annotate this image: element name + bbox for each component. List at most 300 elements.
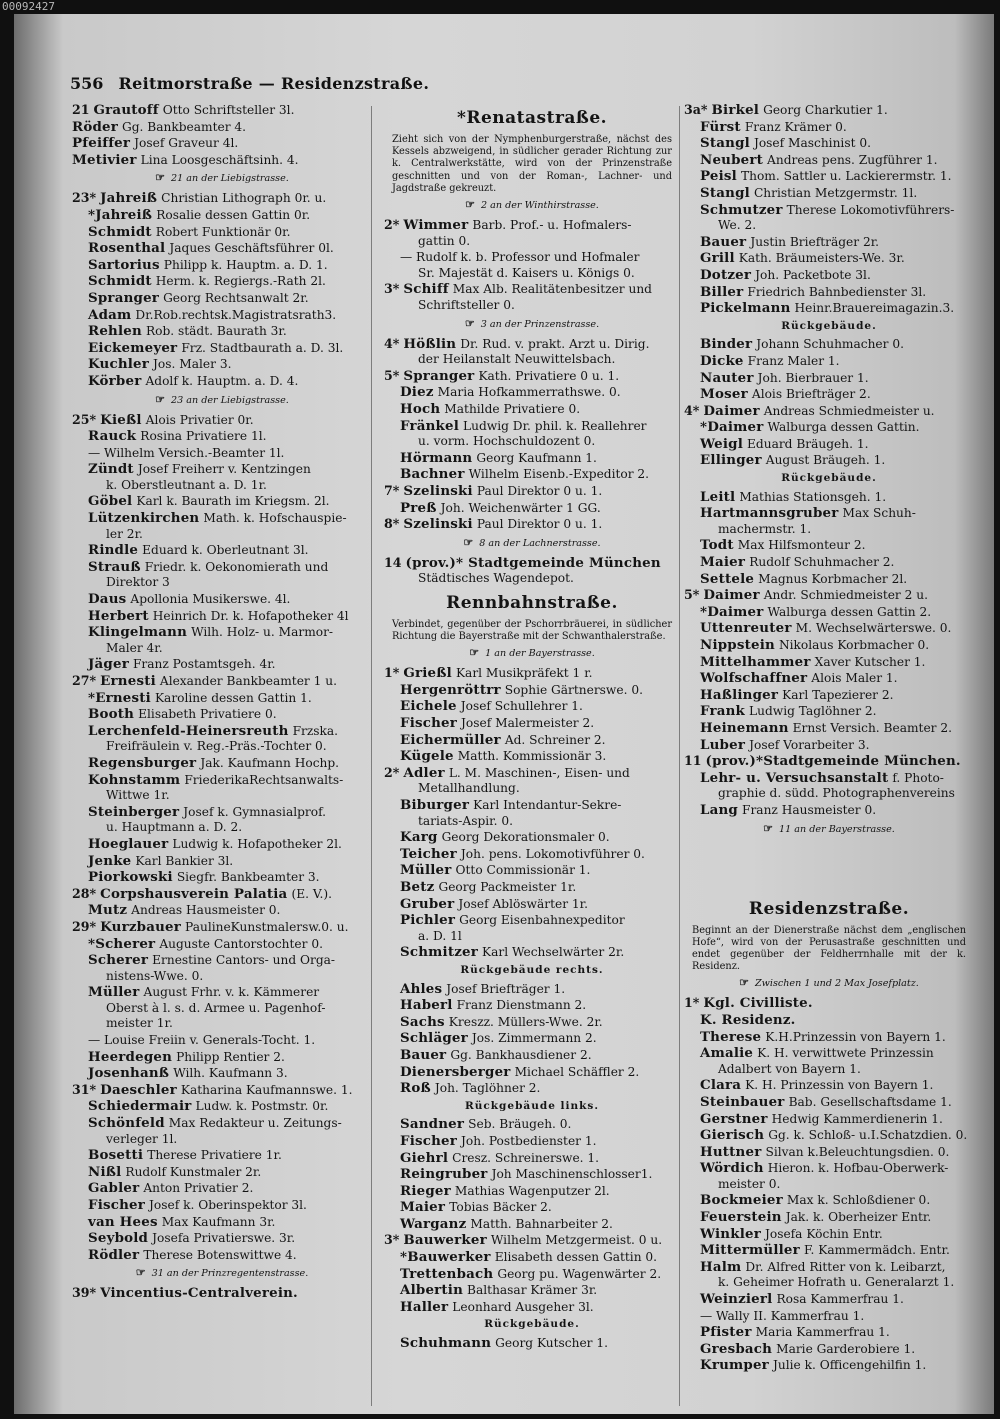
resident-details: Max k. Schloßdiener 0. <box>786 1193 931 1208</box>
resident-details: Ludwig k. Hofapotheker 2l. <box>172 836 342 851</box>
resident-details: Jak. k. Oberheizer Entr. <box>785 1210 932 1225</box>
resident-details: K.H.Prinzessin von Bayern 1. <box>765 1029 946 1044</box>
entry-continuation: Oberst à l. s. d. Armee u. Pagenhof- <box>106 1000 326 1015</box>
resident-name: Pfister <box>700 1324 752 1341</box>
resident-details: Ernestine Cantors- und Orga- <box>152 953 336 968</box>
resident-name: Schmidt <box>88 223 152 240</box>
house-number: 31* <box>72 1081 97 1097</box>
directory-entry <box>684 1127 974 1144</box>
directory-entry <box>72 886 372 903</box>
directory-entry <box>684 452 974 469</box>
resident-name: Bachner <box>400 466 465 483</box>
resident-name: Dicke <box>700 352 744 369</box>
resident-details: Josef Vorarbeiter 3. <box>749 737 870 752</box>
directory-entry <box>384 944 680 961</box>
directory-entry <box>72 936 372 953</box>
resident-details: Math. k. Hofschauspie- <box>203 511 347 526</box>
resident-details: Sophie Gärtnerswe. 0. <box>504 682 643 697</box>
note-text: 23 an der Liebigstrasse. <box>171 394 289 406</box>
directory-entry <box>384 896 680 913</box>
resident-details: Rosa Kammerfrau 1. <box>776 1292 904 1307</box>
directory-entry <box>384 1183 680 1200</box>
resident-details: Elisabeth Privatiere 0. <box>138 707 277 722</box>
directory-entry <box>384 682 680 699</box>
directory-entry <box>72 772 372 789</box>
resident-details: Alexander Bankbeamter 1 u. <box>159 674 337 688</box>
directory-entry <box>384 516 680 533</box>
directory-entry <box>384 401 680 418</box>
resident-details: Walburga dessen Gattin. <box>767 420 920 435</box>
resident-details: Magnus Korbmacher 2l. <box>758 571 908 586</box>
resident-details: Josefa Köchin Entr. <box>764 1226 883 1241</box>
resident-details: Auguste Cantorstochter 0. <box>159 936 323 951</box>
resident-name: Schuhmann <box>400 1335 492 1352</box>
entry-continuation: Schriftsteller 0. <box>418 297 515 312</box>
directory-entry <box>684 1357 974 1374</box>
directory-entry <box>684 1209 974 1226</box>
street-heading: *Renatastraße. <box>456 108 608 128</box>
resident-details: Josef Briefträger 1. <box>446 981 566 996</box>
resident-name: Fürst <box>700 118 741 135</box>
resident-name: (prov.)*Stadtgemeinde München. <box>705 753 961 770</box>
resident-name: Jäger <box>88 656 129 673</box>
resident-details: Josef Freiherr v. Kentzingen <box>137 462 311 477</box>
directory-entry <box>72 1098 372 1115</box>
resident-name: Sachs <box>400 1013 445 1030</box>
resident-details: Josefa Privatierswe. 3r. <box>152 1231 296 1246</box>
directory-entry <box>72 373 372 390</box>
resident-details: Herm. k. Regiergs.-Rath 2l. <box>155 274 326 289</box>
directory-entry <box>684 737 974 754</box>
directory-entry <box>72 461 372 478</box>
house-number: 3a* <box>684 102 708 117</box>
resident-details: Anton Privatier 2. <box>143 1181 254 1196</box>
cross-street-note <box>384 536 680 551</box>
directory-entry <box>684 1077 974 1094</box>
resident-details: Rosalie dessen Gattin 0r. <box>156 207 311 222</box>
resident-details: Otto Commissionär 1. <box>455 863 591 878</box>
entry-continuation: graphie d. südd. Photographenvereins <box>718 786 955 801</box>
resident-name: Neubert <box>700 151 764 168</box>
rear-building-heading: Rückgebäude. <box>781 319 877 332</box>
resident-name: Rosenthal <box>88 240 166 257</box>
resident-details: Philipp k. Hauptm. a. D. 1. <box>163 257 328 272</box>
resident-details: Heinrich Dr. k. Hofapotheker 4l <box>152 608 349 623</box>
resident-details: K. H. Prinzessin von Bayern 1. <box>745 1078 934 1093</box>
resident-details: Max Redakteur u. Zeitungs- <box>168 1116 342 1131</box>
entry-continuation: der Heilanstalt Neuwittelsbach. <box>418 352 616 367</box>
directory-entry <box>72 755 372 772</box>
house-number: 3* <box>384 281 400 297</box>
resident-details: Maria Hofkammerrathswe. 0. <box>437 385 621 400</box>
resident-details: Friedr. k. Oekonomierath und <box>144 559 329 574</box>
directory-entry <box>684 1341 974 1358</box>
resident-name: Haßlinger <box>700 686 779 703</box>
directory-entry <box>684 168 974 185</box>
directory-entry <box>684 436 974 453</box>
resident-details: Paul Direktor 0 u. 1. <box>476 483 603 498</box>
resident-name: Gerstner <box>700 1110 768 1127</box>
resident-name: Ernesti <box>100 673 156 689</box>
resident-details: Matth. Bahnarbeiter 2. <box>470 1216 613 1231</box>
resident-details: Justin Briefträger 2r. <box>750 234 880 249</box>
directory-entry <box>684 135 974 152</box>
resident-details: Josef Schullehrer 1. <box>460 699 583 714</box>
directory-entry <box>72 1049 372 1066</box>
rear-building-heading: Rückgebäude links. <box>465 1099 599 1112</box>
resident-name: Strauß <box>88 558 141 575</box>
resident-details: Jos. Maler 3. <box>153 357 232 372</box>
resident-details: Adolf k. Hauptm. a. D. 4. <box>145 373 299 388</box>
resident-details: Walburga dessen Gattin 2. <box>767 604 932 619</box>
resident-details: Eduard k. Oberleutnant 3l. <box>142 543 309 558</box>
note-text: 31 an der Prinzregentenstrasse. <box>151 1268 309 1280</box>
resident-name: Müller <box>88 984 140 1001</box>
directory-entry <box>384 249 680 266</box>
resident-details: Therese Botenswittwe 4. <box>143 1247 297 1262</box>
directory-entry <box>684 370 974 387</box>
street-description: Beginnt an der Dienerstraße nächst dem „englischen Hofe“, wird von der Perusastraße geschnitten und endet gegenüber der Feldherrnhalle mit der k. Residenz. <box>692 924 966 973</box>
directory-entry <box>684 119 974 136</box>
resident-details: Franz Krämer 0. <box>744 119 847 134</box>
entry-continuation: u. Hauptmann a. D. 2. <box>106 820 243 835</box>
resident-name: Kügele <box>400 748 454 765</box>
directory-entry <box>72 510 372 527</box>
resident-details: Joh. Bierbrauer 1. <box>757 370 869 385</box>
directory-entry <box>384 1199 680 1216</box>
resident-details: Hedwig Kammerdienerin 1. <box>771 1111 943 1126</box>
resident-name: Eichele <box>400 698 457 715</box>
directory-entry <box>684 489 974 506</box>
resident-name: Göbel <box>88 493 133 510</box>
directory-entry <box>384 1216 680 1233</box>
directory-entry <box>684 419 974 436</box>
resident-details: Josef k. Gymnasialprof. <box>183 804 327 819</box>
page-number: 556 <box>70 74 104 93</box>
note-text: 2 an der Winthirstrasse. <box>481 200 599 212</box>
resident-name: Zündt <box>88 461 134 478</box>
directory-entry <box>72 706 372 723</box>
resident-details: PaulineKunstmalersw.0. u. <box>185 919 349 934</box>
resident-name: Mittermüller <box>700 1242 800 1259</box>
resident-name: Huttner <box>700 1143 762 1160</box>
directory-entry <box>72 1147 372 1164</box>
resident-name: Booth <box>88 706 135 723</box>
directory-entry <box>684 202 974 219</box>
house-number: 8* <box>384 516 400 532</box>
cross-street-note <box>384 646 680 661</box>
directory-entry <box>72 559 372 576</box>
resident-name: Haberl <box>400 997 453 1014</box>
resident-name: Haller <box>400 1298 449 1315</box>
resident-name: Birkel <box>711 102 760 118</box>
directory-entry <box>684 604 974 621</box>
resident-name: van Hees <box>88 1213 158 1230</box>
resident-details: Georg Eisenbahnexpeditor <box>459 913 625 928</box>
resident-name: Grautoff <box>93 102 159 118</box>
house-number: 25* <box>72 411 97 427</box>
resident-name: Lerchenfeld-Heinersreuth <box>88 722 289 739</box>
directory-entry <box>684 554 974 571</box>
resident-details: Franz Hausmeister 0. <box>742 802 877 817</box>
resident-details: Marie Garderobiere 1. <box>776 1341 916 1356</box>
directory-page <box>14 14 994 1414</box>
resident-name: Maier <box>400 1199 446 1216</box>
directory-entry <box>72 493 372 510</box>
resident-details: Josef Maschinist 0. <box>753 136 871 151</box>
resident-name: Reingruber <box>400 1166 488 1183</box>
rear-building-heading: Rückgebäude. <box>484 1318 580 1331</box>
directory-entry <box>684 300 974 317</box>
resident-details: Seb. Bräugeh. 0. <box>468 1117 572 1132</box>
directory-entry <box>72 1082 372 1099</box>
cross-street-note <box>72 1266 372 1281</box>
directory-entry <box>684 505 974 522</box>
resident-details: Franz Postamtsgeh. 4r. <box>132 657 276 672</box>
directory-entry <box>72 591 372 608</box>
resident-details: — Rudolf k. b. Professor und Hofmaler <box>400 250 640 265</box>
directory-entry <box>684 770 974 787</box>
resident-name: Vincentius-Centralverein. <box>100 1285 298 1302</box>
resident-details: Kreszz. Müllers-Wwe. 2r. <box>448 1014 603 1029</box>
directory-entry <box>684 1045 974 1062</box>
house-number: 1* <box>684 995 700 1011</box>
resident-details: Dr. Alfred Ritter von k. Leibarzt, <box>745 1259 946 1274</box>
resident-details: F. Kammermädch. Entr. <box>803 1243 950 1258</box>
directory-entry <box>384 450 680 467</box>
directory-entry <box>72 836 372 853</box>
resident-name: Hoch <box>400 400 441 417</box>
entry-continuation: We. 2. <box>718 218 757 233</box>
entry-continuation: meister 1r. <box>106 1016 173 1031</box>
resident-details: Max Hilfsmonteur 2. <box>737 538 866 553</box>
resident-details: Julie k. Officengehilfin 1. <box>772 1358 927 1373</box>
resident-name: Wördich <box>700 1160 764 1177</box>
resident-details: Karl Wechselwärter 2r. <box>482 945 625 960</box>
resident-details: Siegfr. Bankbeamter 3. <box>176 870 320 885</box>
resident-details: Philipp Rentier 2. <box>176 1049 285 1064</box>
directory-entry <box>384 336 680 353</box>
resident-details: Karl Bankier 3l. <box>135 853 234 868</box>
resident-name: Daimer <box>703 402 760 419</box>
rear-building-heading: Rückgebäude rechts. <box>460 963 604 976</box>
directory-entry <box>684 1192 974 1209</box>
page-header <box>70 74 970 93</box>
resident-details: f. Photo- <box>892 770 944 785</box>
resident-name: Corpshausverein Palatia <box>100 885 288 902</box>
directory-entry <box>684 1012 974 1029</box>
resident-name: Pichler <box>400 912 456 929</box>
pointing-hand-icon: ☞ <box>463 535 474 549</box>
cross-street-note <box>384 198 680 213</box>
entry-continuation: u. vorm. Hochschuldozent 0. <box>418 434 596 449</box>
directory-entry <box>72 152 372 169</box>
resident-details: Alois Maler 1. <box>811 671 898 686</box>
directory-entry <box>384 555 680 572</box>
rear-building-heading: Rückgebäude. <box>781 472 877 485</box>
street-heading: Rennbahnstraße. <box>446 592 618 613</box>
directory-entry <box>72 1032 372 1049</box>
directory-entry <box>684 620 974 637</box>
resident-name: Rödler <box>88 1246 140 1263</box>
resident-name: Spranger <box>88 289 160 306</box>
resident-name: Bauer <box>700 233 747 250</box>
resident-name: Fischer <box>400 715 457 732</box>
resident-name: Grill <box>700 250 735 267</box>
directory-entry <box>684 587 974 604</box>
resident-name: Fischer <box>88 1197 145 1213</box>
resident-name: Moser <box>700 386 748 403</box>
resident-name: Kohnstamm <box>88 771 181 788</box>
resident-name: (prov.)* Stadtgemeinde München <box>405 554 661 571</box>
resident-name: Adam <box>88 306 132 323</box>
directory-entry <box>384 665 680 682</box>
house-number: 29* <box>72 918 97 934</box>
resident-name: Lehr- u. Versuchsanstalt <box>700 769 889 786</box>
pointing-hand-icon: ☞ <box>763 821 774 835</box>
resident-name: Kgl. Civilliste. <box>703 995 813 1012</box>
entry-continuation: k. Oberstleutnant a. D. 1r. <box>106 477 267 492</box>
entry-continuation: Wittwe 1r. <box>106 788 170 803</box>
resident-name: Lang <box>700 801 738 818</box>
street-description: Verbindet, gegenüber der Pschorrbräuerei, in südlicher Richtung die Bayerstraße mit der Schwanthalerstraße. <box>392 618 672 643</box>
directory-entry <box>684 654 974 671</box>
resident-details: Leonhard Ausgeher 3l. <box>452 1299 594 1314</box>
resident-details: Maria Kammerfrau 1. <box>755 1325 890 1340</box>
resident-name: Rindle <box>88 542 139 559</box>
house-number: 2* <box>384 764 400 780</box>
directory-entry <box>72 1247 372 1264</box>
directory-entry <box>72 869 372 886</box>
resident-name: Gruber <box>400 895 455 912</box>
entry-continuation: tariats-Aspir. 0. <box>418 813 514 828</box>
directory-entry <box>72 428 372 445</box>
directory-entry <box>72 656 372 673</box>
resident-name: Dotzer <box>700 266 752 283</box>
resident-name: Jahreiß <box>100 190 158 207</box>
directory-entry <box>684 1029 974 1046</box>
directory-entry <box>72 290 372 307</box>
directory-entry <box>684 637 974 654</box>
resident-name: Rauck <box>88 428 137 445</box>
resident-name: Daeschler <box>100 1081 177 1098</box>
directory-entry <box>684 802 974 819</box>
resident-name: Bosetti <box>88 1147 144 1164</box>
directory-entry <box>384 829 680 846</box>
resident-name: Maier <box>700 554 746 571</box>
resident-name: Sandner <box>400 1116 465 1133</box>
directory-entry <box>384 1047 680 1064</box>
resident-name: Sartorius <box>88 256 160 273</box>
resident-name: Röder <box>72 118 118 135</box>
directory-entry <box>384 1299 680 1316</box>
resident-details: Katharina Kaufmannswe. 1. <box>180 1082 353 1097</box>
resident-name: Uttenreuter <box>700 620 792 637</box>
directory-entry <box>684 1094 974 1111</box>
pointing-hand-icon: ☞ <box>464 316 475 330</box>
resident-name: Halm <box>700 1258 742 1275</box>
house-number: 27* <box>72 673 97 688</box>
resident-name: Josenhanß <box>88 1065 170 1082</box>
resident-details: Andreas Hausmeister 0. <box>131 903 281 918</box>
resident-name: Teicher <box>400 845 457 862</box>
resident-name: Fränkel <box>400 417 460 434</box>
resident-details: Cresz. Schreinerswe. 1. <box>452 1150 600 1165</box>
directory-entry <box>684 284 974 301</box>
resident-details: Johann Schuhmacher 0. <box>756 337 904 352</box>
resident-details: Paul Direktor 0 u. 1. <box>476 517 603 532</box>
resident-details: Wilh. Holz- u. Marmor- <box>191 625 334 640</box>
directory-entry <box>684 250 974 267</box>
resident-name: Clara <box>700 1077 742 1094</box>
directory-entry <box>384 1282 680 1299</box>
resident-name: Pickelmann <box>700 300 791 317</box>
directory-entry <box>684 1226 974 1243</box>
resident-name: Albertin <box>400 1282 464 1299</box>
resident-details: — Louise Freiin v. Generals-Tocht. 1. <box>88 1033 316 1048</box>
resident-name: Lützenkirchen <box>88 510 200 527</box>
resident-details: Alois Privatier 0r. <box>145 412 254 427</box>
resident-name: Bauwerker <box>403 1232 487 1249</box>
pointing-hand-icon: ☞ <box>465 198 476 212</box>
directory-entry <box>684 703 974 720</box>
resident-details: Matth. Kommissionär 3. <box>457 749 607 764</box>
resident-details: Wilh. Kaufmann 3. <box>173 1066 288 1081</box>
resident-name: Pfeiffer <box>72 135 131 152</box>
resident-details: Lina Loosgeschäftsinh. 4. <box>140 152 299 167</box>
resident-name: Binder <box>700 336 753 353</box>
entry-continuation: Sr. Majestät d. Kaisers u. Königs 0. <box>418 265 635 280</box>
resident-details: Josef Ablöswärter 1r. <box>458 896 589 911</box>
house-number: 14 <box>384 554 402 570</box>
directory-entry <box>384 846 680 863</box>
directory-entry <box>384 879 680 896</box>
pointing-hand-icon: ☞ <box>135 1266 146 1280</box>
resident-name: Hergenröttrr <box>400 681 501 698</box>
resident-details: Georg Kutscher 1. <box>495 1336 609 1351</box>
resident-details: Rob. städt. Baurath 3r. <box>145 324 287 339</box>
resident-details: Joh. Taglöhner 2. <box>434 1081 541 1096</box>
house-number: 1* <box>384 665 400 681</box>
resident-details: Josef Graveur 4l. <box>134 136 239 151</box>
directory-entry <box>384 698 680 715</box>
entry-continuation: ler 2r. <box>106 526 143 541</box>
resident-name: Stangl <box>700 184 750 201</box>
note-text: 1 an der Bayerstrasse. <box>485 648 595 660</box>
entry-continuation: Städtisches Wagendepot. <box>418 571 574 586</box>
resident-name: Giehrl <box>400 1149 449 1166</box>
pointing-hand-icon: ☞ <box>155 171 166 185</box>
directory-entry <box>72 1164 372 1181</box>
resident-details: Therese Privatiere 1r. <box>147 1148 282 1163</box>
resident-name: Kurzbauer <box>100 918 182 935</box>
resident-details: Thom. Sattler u. Lackierermstr. 1. <box>740 169 952 184</box>
resident-details: Joh. Weichenwärter 1 GG. <box>440 500 601 515</box>
page-title: Reitmorstraße — Residenzstraße. <box>118 74 430 93</box>
resident-details: K. H. verwittwete Prinzessin <box>757 1046 934 1061</box>
directory-entry <box>72 542 372 559</box>
entry-continuation: a. D. 1l <box>418 928 462 943</box>
resident-details: Max Alb. Realitätenbesitzer und <box>452 282 652 297</box>
resident-name: Spranger <box>403 367 475 384</box>
resident-name: Diez <box>400 384 434 401</box>
directory-entry <box>384 1064 680 1081</box>
directory-entry <box>72 257 372 274</box>
directory-entry <box>384 368 680 385</box>
resident-details: Mathilde Privatiere 0. <box>444 401 581 416</box>
resident-details: L. M. Maschinen-, Eisen- und <box>448 765 630 780</box>
street-heading: Residenzstraße. <box>748 898 910 919</box>
